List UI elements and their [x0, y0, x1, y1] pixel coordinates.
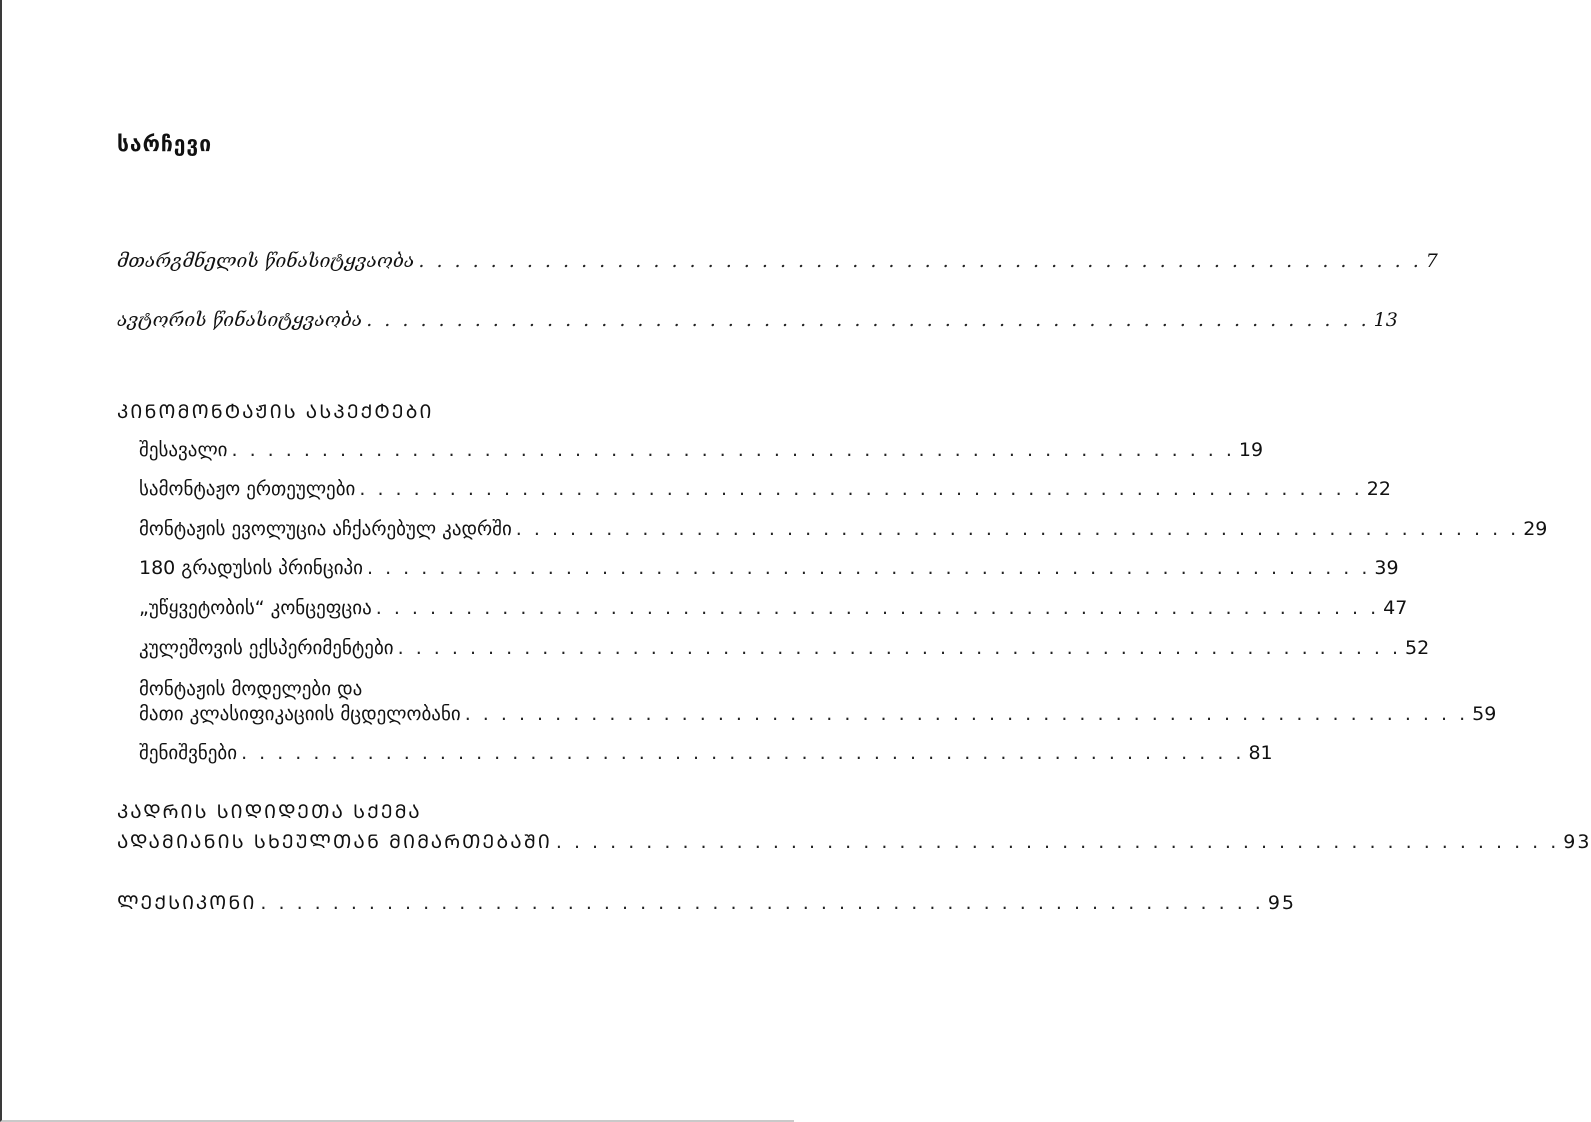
toc-entry-translator-preface [117, 250, 1438, 272]
toc-page-number: 81 [1248, 742, 1273, 764]
section-heading-montage-aspects: ᲙᲘᲜᲝᲛᲝᲜᲢᲐᲟᲘᲡ ᲐᲡᲞᲔᲥᲢᲔᲑᲘ [117, 401, 434, 423]
dot-leader: . . . . . . . . . . . . . . . . . . . . . . . . . . . . . . . . . . . . . . . . . . . . . . . . . . . . . . . . [464, 703, 1469, 725]
dot-leader: . . . . . . . . . . . . . . . . . . . . . . . . . . . . . . . . . . . . . . . . . . . . . . . . . . . . . . . . [418, 250, 1422, 272]
toc-entry-montage-evolution [139, 518, 1548, 540]
toc-page-number: 93 [1563, 831, 1591, 853]
toc-entry-label: შესავალი [139, 439, 228, 461]
toc-page-number: 52 [1405, 637, 1430, 659]
toc-entry-label: მთარგმნელის წინასიტყვაობა [117, 250, 415, 272]
toc-page-number: 29 [1523, 518, 1548, 540]
dot-leader: . . . . . . . . . . . . . . . . . . . . . . . . . . . . . . . . . . . . . . . . . . . . . . . . . . . . . . . . [260, 892, 1264, 914]
toc-page-number: 22 [1366, 478, 1391, 500]
toc-entry-notes [139, 742, 1273, 764]
toc-entry-continuity-concept [139, 597, 1408, 619]
toc-page-number: 13 [1373, 309, 1398, 331]
dot-leader: . . . . . . . . . . . . . . . . . . . . . . . . . . . . . . . . . . . . . . . . . . . . . . . . . . . . . . . . [359, 478, 1363, 500]
toc-entry-kuleshov-experiments [139, 637, 1430, 659]
toc-entry-180-degree-rule [139, 557, 1399, 579]
toc-entry-shot-size-scheme [117, 828, 1591, 854]
toc-entry-label: კულეშოვის ექსპერიმენტები [139, 637, 394, 659]
toc-page-number: 7 [1425, 250, 1438, 272]
toc-page-number: 19 [1238, 439, 1264, 461]
toc-entry-montage-models-line1: მონტაჟის მოდელები და [139, 678, 363, 700]
section-heading-shot-size-line1: ᲙᲐᲓᲠᲘᲡ ᲡᲘᲓᲘᲓᲔᲗᲐ ᲡᲥᲔᲛᲐ [117, 801, 422, 823]
dot-leader: . . . . . . . . . . . . . . . . . . . . . . . . . . . . . . . . . . . . . . . . . . . . . . . . . . . . . . . . [397, 637, 1402, 659]
toc-page-number: 59 [1472, 703, 1497, 725]
page-title: სარჩევი [117, 132, 213, 156]
toc-entry-label: მონტაჟის ევოლუცია აჩქარებულ კადრში [139, 518, 512, 540]
toc-entry-label: ᲚᲔᲥᲡᲘᲙᲝᲜᲘ [117, 892, 257, 914]
dot-leader: . . . . . . . . . . . . . . . . . . . . . . . . . . . . . . . . . . . . . . . . . . . . . . . . . . . . . . . . [367, 557, 1371, 579]
toc-page-number: 47 [1383, 597, 1408, 619]
toc-entry-montage-models [139, 703, 1497, 725]
toc-entry-author-preface [117, 309, 1398, 331]
dot-leader: . . . . . . . . . . . . . . . . . . . . . . . . . . . . . . . . . . . . . . . . . . . . . . . . . . . . . . . . [555, 831, 1560, 853]
toc-entry-introduction [139, 439, 1264, 461]
toc-entry-label: ავტორის წინასიტყვაობა [117, 309, 363, 331]
toc-entry-label: ᲐᲓᲐᲛᲘᲐᲜᲘᲡ ᲡᲮᲔᲣᲚᲗᲐᲜ ᲛᲘᲛᲐᲠᲗᲔᲑᲐᲨᲘ [117, 831, 552, 853]
dot-leader: . . . . . . . . . . . . . . . . . . . . . . . . . . . . . . . . . . . . . . . . . . . . . . . . . . . . . . . . [231, 439, 1235, 461]
dot-leader: . . . . . . . . . . . . . . . . . . . . . . . . . . . . . . . . . . . . . . . . . . . . . . . . . . . . . . . . [241, 742, 1245, 764]
toc-entry-label: სამონტაჟო ერთეულები [139, 478, 356, 500]
toc-page-number: 39 [1374, 557, 1399, 579]
toc-page-number: 95 [1267, 892, 1296, 914]
dot-leader: . . . . . . . . . . . . . . . . . . . . . . . . . . . . . . . . . . . . . . . . . . . . . . . . . . . . . . . . [366, 309, 1370, 331]
toc-entry-label: „უწყვეტობის“ კონცეფცია [139, 597, 372, 619]
toc-entry-montage-units [139, 478, 1391, 500]
dot-leader: . . . . . . . . . . . . . . . . . . . . . . . . . . . . . . . . . . . . . . . . . . . . . . . . . . . . . . . . [515, 518, 1520, 540]
dot-leader: . . . . . . . . . . . . . . . . . . . . . . . . . . . . . . . . . . . . . . . . . . . . . . . . . . . . . . . . [375, 597, 1380, 619]
toc-entry-lexicon [117, 889, 1296, 915]
toc-entry-label: მათი კლასიფიკაციის მცდელობანი [139, 703, 461, 725]
toc-entry-label: შენიშვნები [139, 742, 238, 764]
toc-entry-label: 180 გრადუსის პრინციპი [139, 557, 364, 579]
